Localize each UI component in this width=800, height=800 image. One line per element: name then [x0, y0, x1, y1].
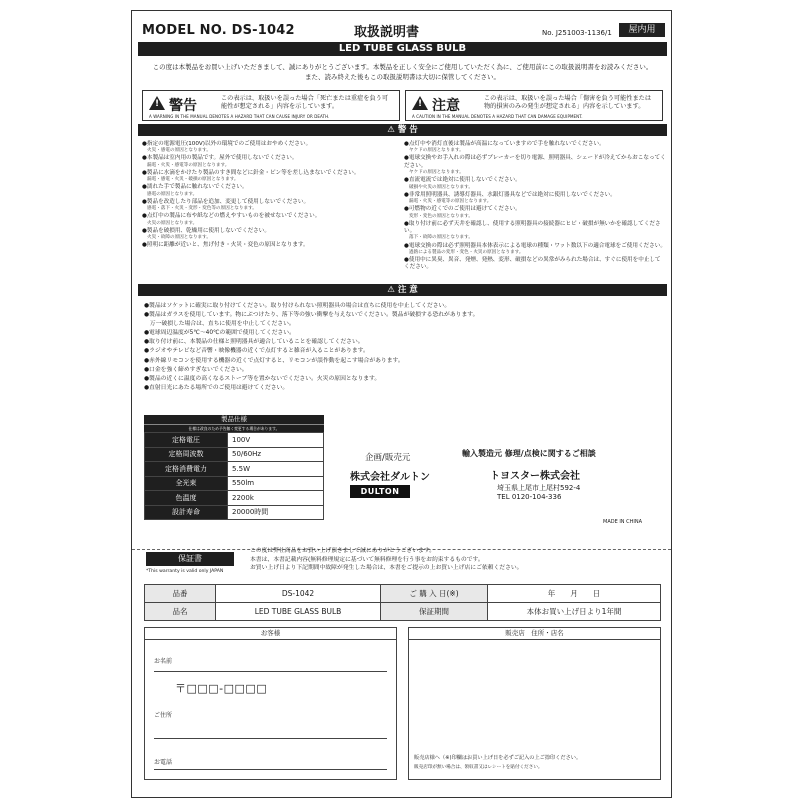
spec-key: 定格周波数: [145, 447, 228, 462]
warning-item-text: ●点灯中の製品に布や紙などの燃えやすいものを被せないでください。: [142, 213, 321, 220]
spec-row: [145, 505, 324, 520]
caution-item: ●製品はソケットに確実に取り付けてください。取り付けられない照明器具の場合は直ちに使用を中止してください。: [144, 303, 451, 309]
warning-item-text: ●指定の電源電圧(100V)以外の環境でのご使用はおやめください。: [142, 141, 312, 147]
customer-postal-field[interactable]: 〒□□□-□□□□: [175, 682, 268, 695]
customer-name-line[interactable]: [154, 671, 387, 672]
warning-item-note: ヤケドの原因となります。: [409, 148, 464, 154]
warning-legend-desc: この表示は、取扱いを誤った場合「死亡または重症を負う可能性が想定される」内容を示しています。: [221, 95, 389, 110]
caution-legend-en: A CAUTION IN THE MANUAL DENOTES A HAZARD THAT CAN DAMAGE EQUIPMENT.: [412, 114, 583, 119]
warning-item-text: ●取り付け前に必ず天井を確認し、使用する照明器具の接続器にヒビ・破損が無いかを確認してください。: [404, 220, 661, 235]
warning-item-text: ●製品を改造したり部品を追加、変更して使用しないでください。: [142, 198, 310, 205]
manual-sheet: [131, 10, 672, 798]
warning-item-text: ●濡れた手で製品に触れないでください。: [142, 184, 248, 191]
caution-item: ●電球周辺温度が5℃〜40℃の範囲で使用してください。: [144, 330, 295, 337]
warranty-row-product: [145, 603, 661, 621]
warning-item: [142, 155, 394, 168]
warning-item-note: 落下・故障の原因となります。: [409, 235, 473, 241]
caution-legend-title: 注意: [432, 98, 460, 114]
warning-item-text: ●照明に距離が近いと、焦げ付き・火災・変色の原因となります。: [142, 242, 309, 249]
warning-item: [404, 192, 666, 205]
warning-item-note: 火災の原因となります。: [147, 220, 198, 226]
shop-box: [408, 627, 661, 780]
caution-item: ●赤外線リモコンを使用する機器の近くで点灯すると、リモコンが誤作動を起こす場合があります。: [144, 357, 404, 364]
spec-key: 設計寿命: [145, 505, 228, 520]
indoor-badge: 屋内用: [619, 23, 665, 37]
spec-table: [144, 432, 324, 520]
warning-item: [142, 170, 394, 183]
warning-item-note: 漏電・火災・感電等の原因となります。: [409, 199, 492, 205]
shop-box-title: 販売店 住所・店名: [409, 628, 660, 640]
warning-item-text: ●電球交換の際は必ず照明器具本体表示による電球の種類・ワット数以下の適合電球をご使用ください。: [404, 242, 666, 249]
spec-value: 20000時間: [228, 505, 324, 520]
importer-phone: TEL 0120-104-336: [497, 493, 562, 501]
spec-subtitle: 仕様は改良のため予告無く変更する場合があります。: [144, 424, 324, 432]
warning-section-icon: ⚠: [387, 125, 398, 135]
warning-item-text: ●点灯中や消灯直後は製品が高温になっていますので手を触れないでください。: [404, 141, 605, 147]
warranty-product-value: LED TUBE GLASS BULB: [216, 603, 381, 621]
caution-section-icon: ⚠: [387, 285, 398, 295]
warning-item-text: ●本製品は室内用の製品です。屋外で使用しないでください。: [142, 155, 298, 162]
warning-item: [142, 228, 394, 241]
spec-value: 550lm: [228, 476, 324, 491]
warning-item: [404, 221, 666, 242]
warning-item-text: ●可燃物の近くでのご使用は避けてください。: [404, 206, 521, 213]
caution-legend-box: [405, 90, 663, 121]
warning-item: [404, 257, 666, 272]
caution-item: ●ラジオやテレビなど音響・映像機器の近くで点灯すると雑音が入ることがあります。: [144, 348, 369, 355]
warranty-note-en: *This warranty is valid only JAPAN: [146, 569, 224, 574]
warning-list-left: [142, 141, 394, 251]
spec-key: 定格電圧: [145, 433, 228, 448]
caution-legend-desc: この表示は、取扱いを誤った場合「傷害を負う可能性または物的損害のみの発生が想定される」内容を示しています。: [484, 95, 652, 110]
warning-item-note: 感電・落下・火災・変形・変色等の原因となります。: [147, 206, 257, 212]
warranty-purchase-date-value[interactable]: 年 月 日: [488, 585, 661, 603]
warning-item: [404, 243, 666, 256]
caution-item: ●口金を強く締めすぎないでください。: [144, 366, 248, 373]
seller-name: 株式会社ダルトン: [350, 472, 430, 483]
customer-phone-line[interactable]: [154, 769, 387, 770]
warning-item-note: ヤケドの原因となります。: [409, 170, 464, 176]
spec-key: 定格消費電力: [145, 462, 228, 477]
spec-value: 100V: [228, 433, 324, 448]
product-name-bar: LED TUBE GLASS BULB: [138, 42, 667, 56]
warning-item: [142, 184, 394, 197]
caution-list: [144, 302, 659, 393]
caution-item: 万一破損した場合は、直ちに使用を中止してください。: [144, 321, 295, 328]
warning-item-text: ●非常用照明器具、誘導灯器具、水銀灯器具などでは絶対に使用しないでください。: [404, 191, 616, 198]
spec-row: [145, 462, 324, 477]
warning-legend-en: A WARNING IN THE MANUAL DENOTES A HAZARD THAT CAN CAUSE INJURY OR DEATH.: [149, 114, 330, 119]
warning-item-note: 漏電・感電・火災・破損の原因となります。: [147, 177, 239, 183]
spec-row: [145, 447, 324, 462]
shop-note-2: 販売店印が無い場合は、領収書又はレシートを貼付ください。: [414, 765, 543, 770]
warranty-period-value: 本体お買い上げ日より1年間: [488, 603, 661, 621]
warranty-title: 保証書: [146, 552, 234, 566]
model-number: MODEL NO. DS-1042: [142, 23, 295, 38]
warning-item-note: 感電の原因となります。: [147, 191, 198, 197]
spec-title: 製品仕様: [144, 415, 324, 424]
warning-item-note: 火災・故障の原因となります。: [147, 235, 211, 241]
warranty-product-key: 品名: [145, 603, 216, 621]
warning-item: [404, 155, 666, 176]
importer-name: トヨスター株式会社: [490, 471, 580, 482]
warning-item: [404, 177, 666, 190]
spec-value: 5.5W: [228, 462, 324, 477]
intro-line-2: また、読み終えた後もこの取扱説明書は大切に保管してください。: [305, 73, 500, 81]
made-in-label: MADE IN CHINA: [603, 519, 643, 525]
warning-item-text: ●製品に水滴をかけたり製品のすき間などに針金・ピン等を差し込まないでください。: [142, 169, 360, 176]
warning-item: [142, 242, 394, 249]
warning-item: [142, 141, 394, 154]
warranty-desc-line-1: この度は弊社商品をお買い上げ頂きまして誠にありがとうございます。: [250, 548, 436, 554]
warranty-model-key: 品番: [145, 585, 216, 603]
importer-address: 埼玉県上尾市上尾村592-4: [497, 484, 581, 492]
warning-item-text: ●直流電流では絶対に使用しないでください。: [404, 177, 521, 184]
warning-section-bar: [138, 124, 667, 136]
spec-value: 2200k: [228, 491, 324, 506]
warning-item: [404, 206, 666, 219]
warning-item-note: 火災・感電の原因となります。: [147, 148, 211, 154]
document-title: 取扱説明書: [354, 25, 420, 40]
caution-section-title: 注 意: [397, 285, 418, 295]
warranty-description: [250, 547, 662, 573]
shop-note-1: 販売店様へ（※)印欄はお買い上げ日を必ずご記入の上ご捺印ください。: [414, 755, 582, 761]
warning-item-note: 変形・変色の原因となります。: [409, 213, 473, 219]
warranty-row-model: [145, 585, 661, 603]
warning-item-text: ●電球交換やお手入れの際は必ずブレーカーを切り電源、照明器具、シェードが冷えてからおこなってください。: [404, 155, 666, 169]
spec-value: 50/60Hz: [228, 447, 324, 462]
spec-key: 色温度: [145, 491, 228, 506]
warranty-table: [144, 584, 661, 621]
customer-phone-label: お電話: [154, 759, 173, 766]
spec-key: 全光束: [145, 476, 228, 491]
warning-legend-title: 警告: [169, 98, 197, 114]
warning-item-note: 漏電・火災・感電等の原因となります。: [147, 162, 230, 168]
seller-label: 企画/販売元: [365, 453, 411, 463]
warning-triangle-icon: [149, 96, 165, 110]
warning-section-title: 警 告: [397, 125, 418, 135]
spec-row: [145, 491, 324, 506]
document-number: No. J251003-1136/1: [542, 29, 612, 37]
warning-item-note: 過熱による製品の変形・変色・火災の原因となります。: [409, 249, 524, 255]
warning-item: [142, 213, 394, 226]
warning-item: [142, 199, 394, 212]
dulton-logo: DULTON: [350, 485, 410, 498]
caution-item: ●製品はガラスを使用しています。物にぶつけたり、落下等の強い衝撃を与えないでください。製品が破損する恐れがあります。: [144, 312, 479, 319]
customer-name-label: お名前: [154, 658, 173, 665]
spec-row: [145, 476, 324, 491]
warranty-period-key: 保証期間: [381, 603, 488, 621]
warning-legend-box: [142, 90, 400, 121]
customer-box-title: お客様: [145, 628, 396, 640]
warranty-desc-line-3: お買い上げ日より下記期間中故障が発生した場合は、本書をご提示の上お買い上げ店にご依頼ください。: [250, 565, 523, 571]
caution-item: ●製品の近くに温度の高くなるストーブ等を置かないでください。火災の原因となります。: [144, 375, 381, 382]
intro-line-1: この度は本製品をお買い上げいただきまして、誠にありがとうございます。本製品を正しく安全にご使用していただく為に、ご使用前にこの取扱説明書をお読みください。: [152, 63, 653, 71]
warning-list-right: [404, 141, 666, 273]
spec-row: [145, 433, 324, 448]
customer-box: [144, 627, 397, 780]
warranty-desc-line-2: 本書は、本書記載内容(無料修理規定に基づいて無料修理を行う事をお約束するものです。: [250, 556, 484, 563]
warning-item-text: ●使用中に異臭、異音、発煙、発熱、変形、破損などの異常がみられた場合は、すぐに使用を中止してください。: [404, 256, 661, 271]
caution-item: ●取り付け前に、本製品の仕様と照明器具が適合していることを確認してください。: [144, 339, 364, 346]
warranty-model-value[interactable]: DS-1042: [216, 585, 381, 603]
caution-triangle-icon: [412, 96, 428, 110]
warning-item: [404, 141, 666, 154]
caution-section-bar: [138, 284, 667, 296]
warning-item-text: ●製品を破損用、乾燥用に使用しないでください。: [142, 227, 270, 234]
customer-address-line[interactable]: [154, 738, 387, 739]
customer-address-label: ご住所: [154, 712, 173, 719]
importer-label: 輸入製造元 修理/点検に関するご相談: [462, 449, 596, 458]
warning-item-note: 破損や火災の原因となります。: [409, 184, 473, 190]
warranty-purchase-date-key: ご 購 入 日(※): [381, 585, 488, 603]
caution-item: ●直射日光にあたる場所でのご使用は避けてください。: [144, 384, 289, 391]
